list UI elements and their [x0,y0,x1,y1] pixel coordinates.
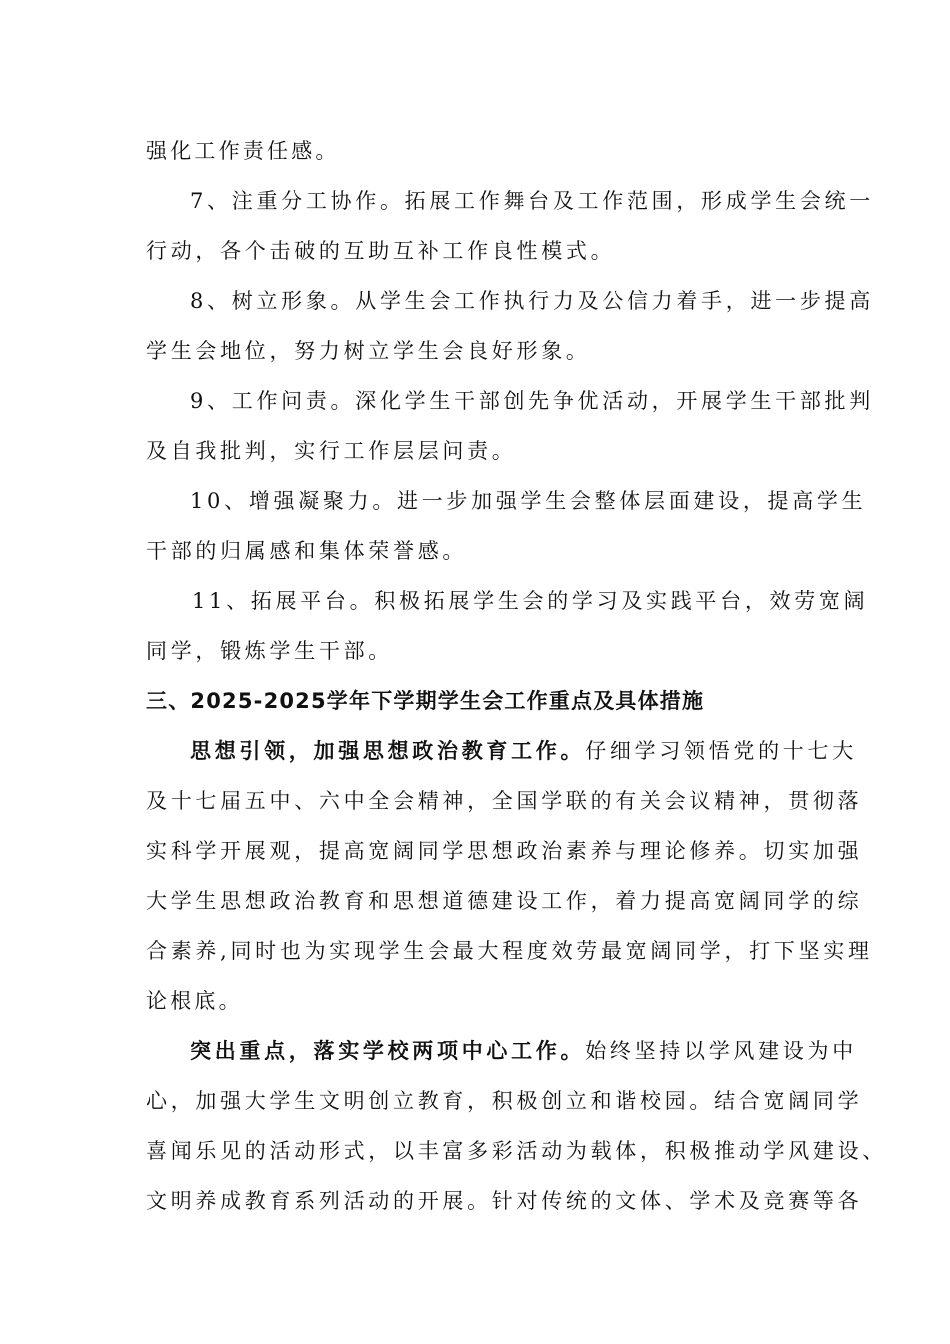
paragraph-line [190,1031,857,1071]
list-item-11: 11、拓展平台。积极拓展学生会的学习及实践平台，效劳宽阔 [192,589,869,613]
text-line: 论根底。 [146,989,243,1013]
list-item-7: 7、注重分工协作。拓展工作舞台及工作范围，形成学生会统一 [190,189,874,213]
text-line: 及自我批判，实行工作层层问责。 [146,439,517,463]
text-line: 合素养,同时也为实现学生会最大程度效劳最宽阔同学，打下坚实理 [146,939,873,963]
text-line: 干部的归属感和集体荣誉感。 [146,539,468,563]
text-line: 喜闻乐见的活动形式，以丰富多彩活动为载体，积极推动学风建设、 [146,1139,887,1163]
text-line: 心，加强大学生文明创立教育，积极创立和谐校园。结合宽阔同学 [146,1089,863,1113]
text-line: 同学，锻炼学生干部。 [146,639,393,663]
paragraph-lead-bold: 突出重点，落实学校两项中心工作。 [190,1038,586,1063]
paragraph-lead-rest: 始终坚持以学风建设为中 [585,1039,857,1063]
list-item-10: 10、增强凝聚力。进一步加强学生会整体层面建设，提高学生 [190,489,867,513]
text-line: 及十七届五中、六中全会精神，全国学联的有关会议精神，贯彻落 [146,789,863,813]
text-line: 学生会地位，努力树立学生会良好形象。 [146,339,591,363]
list-item-8: 8、树立形象。从学生会工作执行力及公信力着手，进一步提高 [190,289,874,313]
text-line: 大学生思想政治教育和思想道德建设工作，着力提高宽阔同学的综 [146,889,863,913]
paragraph-line [190,731,857,771]
text-line: 行动，各个击破的互助互补工作良性模式。 [146,239,616,263]
section-heading: 三、2025-2025学年下学期学生会工作重点及具体措施 [146,689,705,713]
list-item-9: 9、工作问责。深化学生干部创先争优活动，开展学生干部批判 [190,389,874,413]
text-line: 实科学开展观，提高宽阔同学思想政治素养与理论修养。切实加强 [146,839,863,863]
paragraph-lead-rest: 仔细学习领悟党的十七大 [585,739,857,763]
text-line: 强化工作责任感。 [146,139,340,163]
text-line: 文明养成教育系列活动的开展。针对传统的文体、学术及竞赛等各 [146,1189,863,1213]
paragraph-lead-bold: 思想引领，加强思想政治教育工作。 [190,738,586,763]
